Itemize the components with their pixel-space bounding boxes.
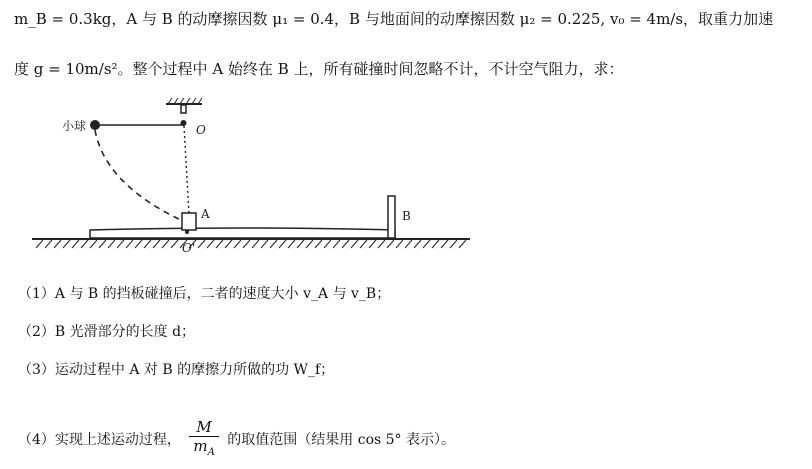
question-1-text: （1）A 与 B 的挡板碰撞后，二者的速度大小 v_A 与 v_B；	[18, 286, 391, 302]
ball	[90, 120, 100, 130]
hatch-mark	[243, 240, 250, 248]
fraction-denominator-sub: A	[207, 447, 215, 458]
hatch-mark	[135, 240, 142, 248]
question-3-text: （3）运动过程中 A 对 B 的摩擦力所做的功 W_f；	[18, 362, 335, 378]
hatch-mark	[324, 240, 331, 248]
problem-line-2-text: 度 g = 10m/s²。整个过程中 A 始终在 B 上，所有碰撞时间忽略不计，不计空气阻力，求：	[14, 60, 624, 78]
hatch-mark	[405, 240, 412, 248]
hatch-mark	[396, 240, 403, 248]
question-3	[18, 359, 334, 381]
hatch-mark	[153, 240, 160, 248]
hatch-mark	[342, 240, 349, 248]
hatch-mark	[378, 240, 385, 248]
hatch-mark	[351, 240, 358, 248]
hatch-mark	[81, 240, 88, 248]
hatch-mark	[54, 240, 61, 248]
hatch-mark	[207, 240, 214, 248]
fraction-numerator: M	[189, 418, 218, 437]
hatch-mark	[333, 240, 340, 248]
hatch-mark	[225, 240, 232, 248]
question-2	[18, 321, 195, 343]
hatch-mark	[297, 240, 304, 248]
fraction-denominator	[189, 437, 218, 462]
hatch-mark	[108, 240, 115, 248]
hatch-mark	[162, 240, 169, 248]
hatch-mark	[234, 240, 241, 248]
hatch-mark	[36, 240, 43, 248]
block-a-label: A	[201, 207, 210, 221]
hatch-mark	[90, 240, 97, 248]
hatch-mark	[423, 240, 430, 248]
question-4	[18, 418, 455, 462]
ball-trajectory	[95, 130, 185, 222]
block-a	[182, 213, 196, 230]
hatch-mark	[279, 240, 286, 248]
hatch-mark	[459, 240, 466, 248]
ground-point-label: O'	[182, 241, 196, 255]
hatch-mark	[450, 240, 457, 248]
hatch-mark	[72, 240, 79, 248]
hatch-mark	[45, 240, 52, 248]
pivot-label: O	[196, 123, 206, 137]
fraction-denominator-main: m	[193, 437, 208, 455]
hatch-mark	[99, 240, 106, 248]
hatch-mark	[216, 240, 223, 248]
hatch-mark	[144, 240, 151, 248]
ground-hatch	[36, 240, 466, 248]
hatch-mark	[171, 240, 178, 248]
hatch-mark	[414, 240, 421, 248]
point-o-prime	[185, 230, 189, 234]
question-2-text: （2）B 光滑部分的长度 d；	[18, 324, 196, 340]
question-4-suffix: 的取值范围（结果用 cos 5° 表示）。	[227, 432, 456, 448]
problem-line-1-text: m_B = 0.3kg，A 与 B 的动摩擦因数 μ₁ = 0.4，B 与地面间的动摩擦因数 μ₂ = 0.225, v₀ = 4m/s，取重力加速	[14, 10, 774, 28]
hatch-mark	[306, 240, 313, 248]
block-b-label: B	[402, 209, 411, 223]
question-1	[18, 283, 390, 305]
hatch-mark	[117, 240, 124, 248]
pivot-hook	[181, 105, 186, 113]
hatch-mark	[315, 240, 322, 248]
hatch-mark	[360, 240, 367, 248]
question-4-prefix: （4）实现上述运动过程，	[18, 432, 181, 448]
hatch-mark	[261, 240, 268, 248]
hatch-mark	[441, 240, 448, 248]
hatch-mark	[369, 240, 376, 248]
hatch-mark	[126, 240, 133, 248]
hatch-mark	[270, 240, 277, 248]
mass-ratio-fraction	[189, 418, 218, 462]
baffle-b	[388, 196, 395, 238]
hatch-mark	[387, 240, 394, 248]
vertical-dotted-line	[184, 126, 189, 214]
hatch-mark	[252, 240, 259, 248]
board-b	[90, 228, 395, 238]
ball-label: 小球	[62, 119, 87, 133]
hatch-mark	[288, 240, 295, 248]
hatch-mark	[432, 240, 439, 248]
hatch-mark	[198, 240, 205, 248]
hatch-mark	[63, 240, 70, 248]
